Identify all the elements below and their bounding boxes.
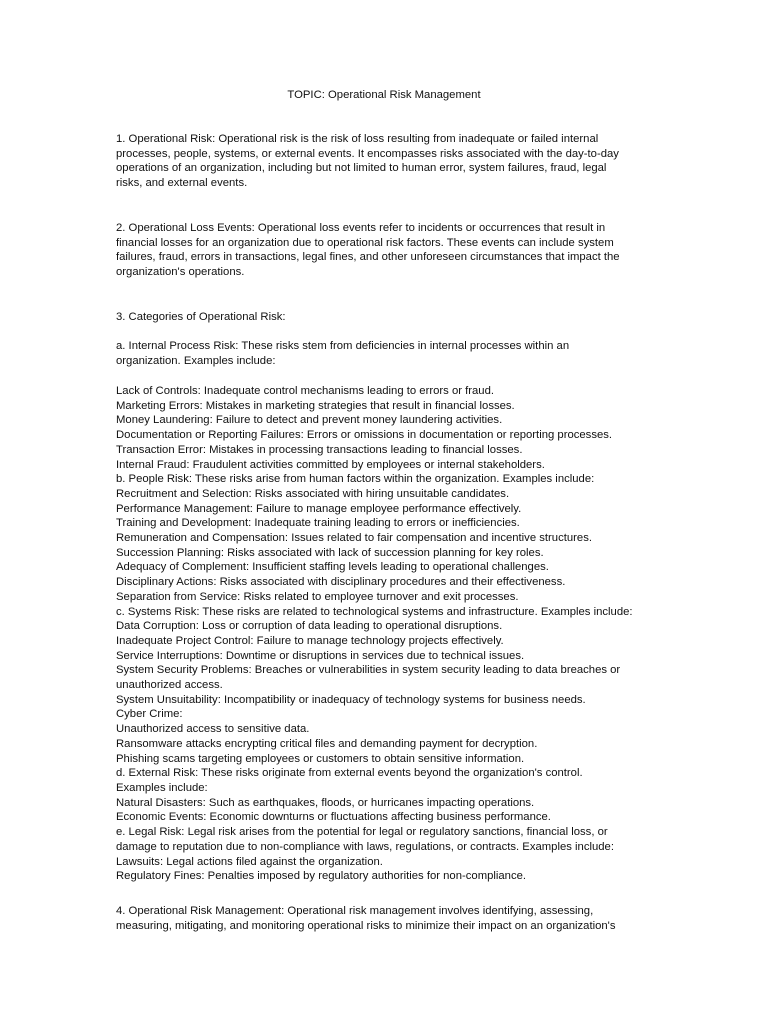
document-title: TOPIC: Operational Risk Management	[287, 89, 481, 101]
risk-examples-list	[116, 384, 656, 884]
text-line: Lack of Controls: Inadequate control mechanisms leading to errors or fraud.	[116, 385, 495, 397]
text-line: Data Corruption: Loss or corruption of data leading to operational disruptions.	[116, 620, 503, 633]
paragraph-operational-loss-events: 2. Operational Loss Events: Operational loss events refer to incidents or occurrences that result in financial losses for an organization due to operational risk factors. These events can include system failures, fraud, errors in transactions, legal fines, and other unforeseen circumstances that impact the organization's operations.	[116, 222, 620, 279]
paragraph-operational-risk: 1. Operational Risk: Operational risk is the risk of loss resulting from inadequate or failed internal processes, people, systems, or external events. It encompasses risks associated with the day-to-day operations of an organization, including but not limited to human error, system failures, fraud, legal risks, and external events.	[116, 133, 619, 190]
text-line: Succession Planning: Risks associated with lack of succession planning for key roles.	[116, 546, 544, 559]
text-line: Transaction Error: Mistakes in processing transactions leading to financial losses.	[116, 443, 523, 456]
text-line: Recruitment and Selection: Risks associated with hiring unsuitable candidates.	[116, 487, 510, 500]
text-line: Service Interruptions: Downtime or disruptions in services due to technical issues.	[116, 649, 525, 662]
text-line: Remuneration and Compensation: Issues related to fair compensation and incentive structures.	[116, 532, 592, 545]
text-line: Money Laundering: Failure to detect and prevent money laundering activities.	[116, 414, 503, 427]
text-line: Phishing scams targeting employees or customers to obtain sensitive information.	[116, 752, 525, 765]
text-line: e. Legal Risk: Legal risk arises from the potential for legal or regulatory sanctions, financial loss, or	[116, 826, 608, 839]
text-line: Internal Fraud: Fraudulent activities committed by employees or internal stakeholders.	[116, 458, 545, 471]
text-line: Ransomware attacks encrypting critical files and demanding payment for decryption.	[116, 737, 538, 750]
text-line: unauthorized access.	[116, 679, 223, 692]
text-line: System Unsuitability: Incompatibility or inadequacy of technology systems for business needs.	[116, 693, 586, 706]
paragraph-operational-risk-management: 4. Operational Risk Management: Operational risk management involves identifying, assessing, measuring, mitigating, and monitoring operational risks to minimize their impact on an organization's	[116, 905, 616, 932]
text-line: Examples include:	[116, 781, 208, 794]
paragraph-internal-process-risk: a. Internal Process Risk: These risks stem from deficiencies in internal processes within an organization. Examples include:	[116, 340, 570, 367]
text-line: Cyber Crime:	[116, 708, 183, 721]
text-line: Natural Disasters: Such as earthquakes, floods, or hurricanes impacting operations.	[116, 796, 535, 809]
text-line: Documentation or Reporting Failures: Errors or omissions in documentation or reporting processes.	[116, 429, 613, 442]
text-line: c. Systems Risk: These risks are related to technological systems and infrastructure. Examples include:	[116, 605, 633, 618]
text-line: Separation from Service: Risks related to employee turnover and exit processes.	[116, 590, 519, 603]
text-line: Economic Events: Economic downturns or fluctuations affecting business performance.	[116, 811, 551, 824]
text-line: Adequacy of Complement: Insufficient staffing levels leading to operational challenges.	[116, 561, 549, 574]
text-line: Training and Development: Inadequate training leading to errors or inefficiencies.	[116, 517, 520, 530]
text-line: Regulatory Fines: Penalties imposed by regulatory authorities for non-compliance.	[116, 870, 527, 883]
text-line: Inadequate Project Control: Failure to manage technology projects effectively.	[116, 634, 504, 647]
text-line: Marketing Errors: Mistakes in marketing strategies that result in financial losses.	[116, 399, 515, 412]
text-line: Unauthorized access to sensitive data.	[116, 723, 310, 736]
text-line: Performance Management: Failure to manage employee performance effectively.	[116, 502, 522, 515]
text-line: Lawsuits: Legal actions filed against the organization.	[116, 855, 383, 868]
text-line: System Security Problems: Breaches or vulnerabilities in system security leading to data breaches or	[116, 664, 621, 677]
paragraph-categories-heading: 3. Categories of Operational Risk:	[116, 311, 286, 323]
text-line: damage to reputation due to non-compliance with laws, regulations, or contracts. Examples include:	[116, 840, 614, 853]
text-line: Disciplinary Actions: Risks associated with disciplinary procedures and their effectiveness.	[116, 576, 566, 589]
text-line: d. External Risk: These risks originate from external events beyond the organization's control.	[116, 767, 583, 780]
text-line: b. People Risk: These risks arise from human factors within the organization. Examples include:	[116, 473, 595, 486]
